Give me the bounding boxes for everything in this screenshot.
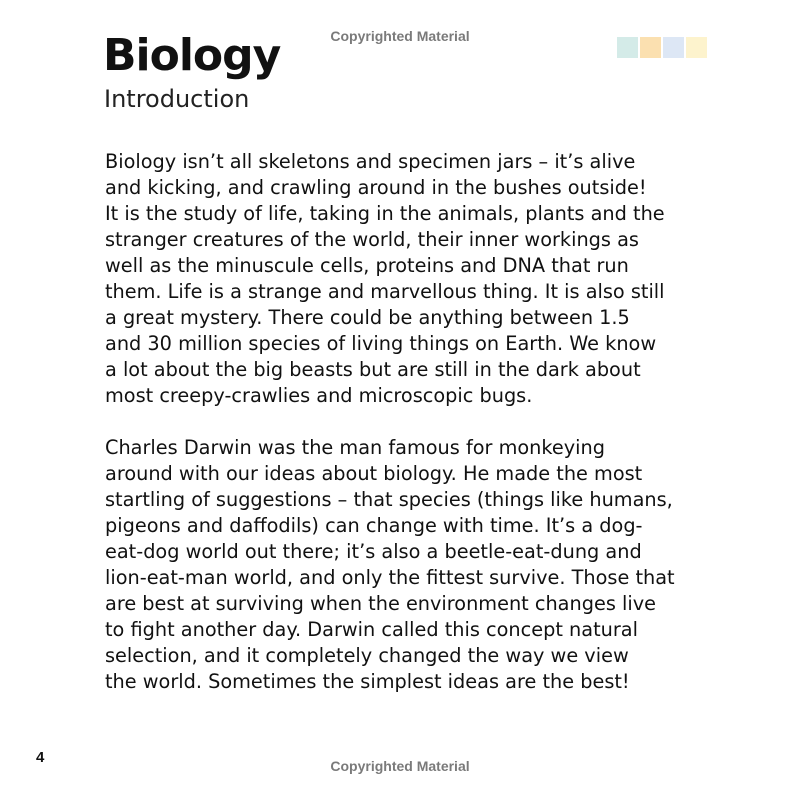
- text-line: most creepy-crawlies and microscopic bugs.: [105, 384, 533, 407]
- paragraph: [105, 149, 675, 409]
- text-line: around with our ideas about biology. He made the most: [105, 462, 643, 485]
- copyright-watermark-bottom: Copyrighted Material: [330, 758, 470, 774]
- text-line: Charles Darwin was the man famous for monkeying: [105, 436, 605, 459]
- text-line: startling of suggestions – that species (things like humans,: [105, 488, 673, 511]
- text-line: Biology isn’t all skeletons and specimen jars – it’s alive: [105, 150, 636, 173]
- swatch: [617, 37, 638, 58]
- paragraph: [105, 435, 675, 695]
- color-swatches: [617, 37, 707, 58]
- copyright-watermark-top: Copyrighted Material: [330, 28, 470, 44]
- swatch: [686, 37, 707, 58]
- text-line: them. Life is a strange and marvellous thing. It is also still: [105, 280, 665, 303]
- text-line: stranger creatures of the world, their inner workings as: [105, 228, 639, 251]
- text-line: the world. Sometimes the simplest ideas are the best!: [105, 670, 630, 693]
- text-line: and kicking, and crawling around in the bushes outside!: [105, 176, 647, 199]
- page-number: 4: [36, 749, 45, 766]
- text-line: eat-dog world out there; it’s also a beetle-eat-dung and: [105, 540, 642, 563]
- text-line: selection, and it completely changed the way we view: [105, 644, 629, 667]
- text-line: pigeons and daffodils) can change with time. It’s a dog-: [105, 514, 643, 537]
- swatch: [640, 37, 661, 58]
- text-line: are best at surviving when the environment changes live: [105, 592, 656, 615]
- text-line: well as the minuscule cells, proteins and DNA that run: [105, 254, 629, 277]
- text-line: a great mystery. There could be anything between 1.5: [105, 306, 630, 329]
- body-text: [105, 149, 675, 721]
- text-line: to fight another day. Darwin called this concept natural: [105, 618, 638, 641]
- text-line: and 30 million species of living things on Earth. We know: [105, 332, 657, 355]
- text-line: a lot about the big beasts but are still in the dark about: [105, 358, 641, 381]
- page-subtitle: Introduction: [104, 85, 250, 113]
- text-line: It is the study of life, taking in the animals, plants and the: [105, 202, 665, 225]
- swatch: [663, 37, 684, 58]
- page-title: Biology: [103, 30, 281, 81]
- text-line: lion-eat-man world, and only the fittest survive. Those that: [105, 566, 675, 589]
